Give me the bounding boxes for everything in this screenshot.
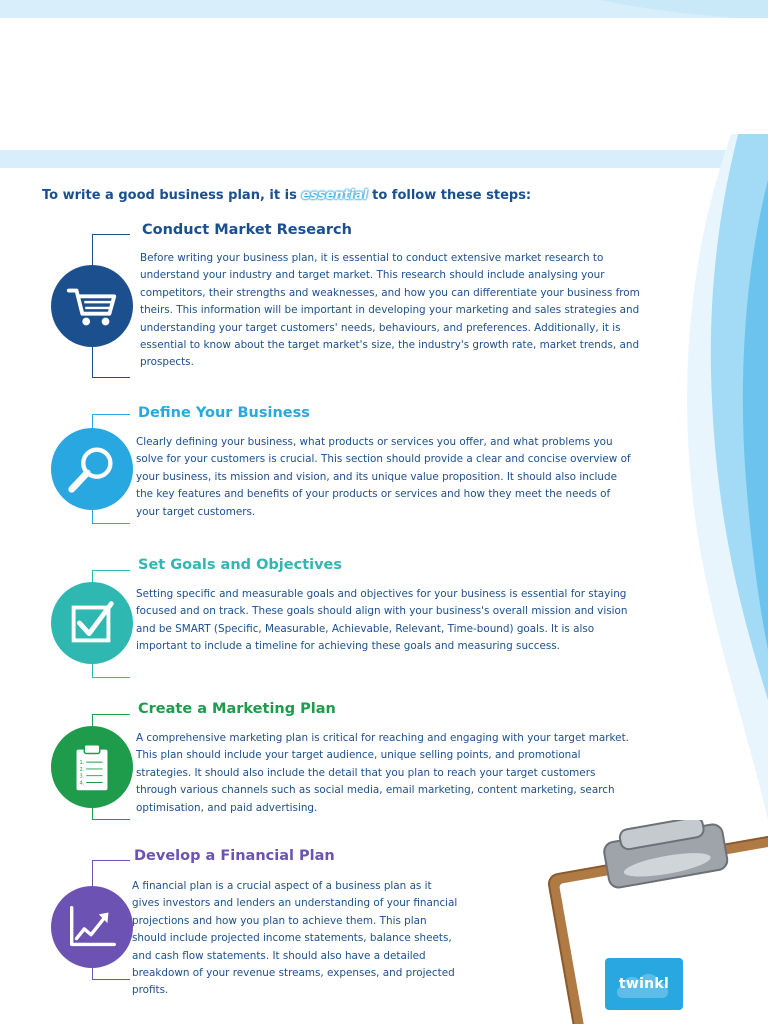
shopping-cart-icon — [63, 277, 121, 335]
step-2-title: Define Your Business — [138, 405, 310, 421]
svg-text:2.: 2. — [79, 766, 85, 773]
step-1-icon-circle — [51, 265, 133, 347]
checkbox-icon — [63, 594, 121, 652]
step-5-icon-circle — [51, 886, 133, 968]
step-4-body: A comprehensive marketing plan is critical for reaching and engaging with your target market. This plan should include your target audience, unique selling points, and promotional strategies. It should also include the detail that you plan to reach your target customers through various channels such as social media, email marketing, content marketing, search optimisation, and paid advertising. — [136, 732, 629, 814]
step-3-icon-circle — [51, 582, 133, 664]
step-2-body: Clearly defining your business, what products or services you offer, and what problems you solve for your customers is crucial. This section should provide a clear and concise overview of your business, its mission and vision, and its unique value proposition. It should also include the key features and benefits of your products or services and how they meet the needs of your target customers. — [136, 436, 631, 518]
step-4-title: Create a Marketing Plan — [138, 701, 336, 717]
steps-heading — [42, 188, 531, 203]
twinkl-logo-text: twinkl — [618, 976, 670, 992]
steps-heading-highlight: essential — [301, 188, 368, 203]
step-3-title: Set Goals and Objectives — [138, 557, 343, 573]
step-3-body: Setting specific and measurable goals and objectives for your business is essential for staying focused and on track. These goals should align with your business's overall mission and vision and be SMART (Specific, Measurable, Achievable, Relevant, Time-bound) goals. It is also important to include a timeline for achieving these goals and measuring success. — [136, 588, 628, 653]
svg-text:3.: 3. — [79, 773, 85, 780]
svg-text:4.: 4. — [79, 780, 85, 787]
step-5-body: A financial plan is a crucial aspect of a business plan as it gives investors and lenders an understanding of your financial projections and how you plan to achieve them. This plan should include projected income statements, balance sheets, and cash flow statements. It should also have a detailed breakdown of your revenue streams, expenses, and projected profits. — [132, 880, 458, 997]
step-1-title: Conduct Market Research — [142, 222, 352, 238]
steps-heading-suffix: to follow these steps: — [367, 188, 532, 203]
magnifying-glass-icon — [63, 440, 121, 498]
clipboard-list-icon — [63, 738, 121, 796]
growth-chart-icon — [63, 898, 121, 956]
step-5-title: Develop a Financial Plan — [134, 848, 335, 864]
steps-heading-prefix: To write a good business plan, it is — [42, 188, 302, 203]
step-2-icon-circle — [51, 428, 133, 510]
step-1-body: Before writing your business plan, it is essential to conduct extensive market research to understand your industry and target market. This research should include analysing your competitors, their strengths and weaknesses, and how you can differentiate your business from theirs. This information will be important in developing your marketing and sales strategies and understanding your target customers' needs, behaviours, and preferences. Additionally, it is essential to know about the target market's size, the industry's growth rate, market trends, and prospects. — [140, 252, 640, 369]
step-4-icon-circle — [51, 726, 133, 808]
twinkl-logo — [605, 958, 683, 1010]
header-band — [0, 18, 768, 134]
svg-text:1.: 1. — [79, 760, 85, 767]
